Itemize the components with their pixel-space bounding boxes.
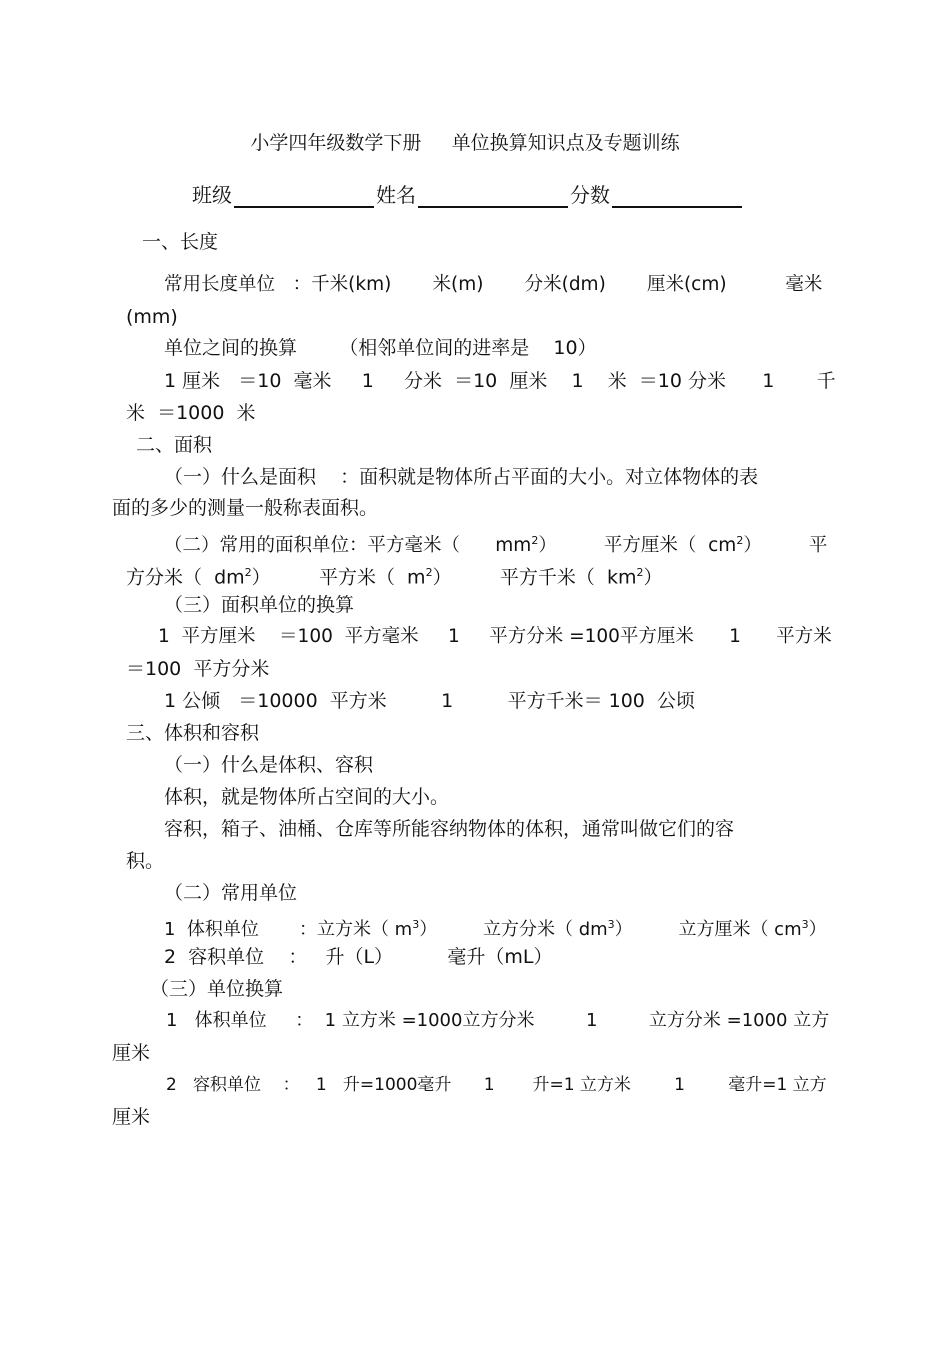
section-heading-area: 二、面积 <box>136 434 213 456</box>
score-blank[interactable] <box>612 184 742 208</box>
text-line: 厘米 <box>112 1042 151 1064</box>
text-line: 面的多少的测量一般称表面积。 <box>112 497 379 519</box>
text-line: （三）单位换算 <box>150 978 284 1000</box>
text-line: （三）面积单位的换算 <box>164 594 355 616</box>
text-line: 常用长度单位 ：千米(km) 米(m) 分米(dm) 厘米(cm) 毫米 <box>164 274 823 295</box>
text-line: （二）常用单位 <box>164 882 298 904</box>
text-line: 米 ＝1000 米 <box>126 402 256 424</box>
class-blank[interactable] <box>234 184 374 208</box>
page-title: 小学四年级数学下册 单位换算知识点及专题训练 <box>250 132 680 154</box>
student-info-row <box>192 179 744 208</box>
text-line: 体积，就是物体所占空间的大小。 <box>164 786 450 808</box>
score-label: 分数 <box>570 183 610 207</box>
text-line: 1 体积单位 ： 1 立方米 =1000立方分米 1 立方分米 =1000 立方 <box>166 1010 830 1031</box>
text-line: （一）什么是体积、容积 <box>164 754 374 776</box>
text-line: 1 体积单位 ：立方米（ $m^3$） 立方分米（ $dm^3$） 立方厘米（ $cm^3$） <box>164 918 827 940</box>
text-line: 厘米 <box>112 1106 151 1128</box>
text-line: 2 容积单位 ： 升（L） 毫升（mL） <box>164 946 553 968</box>
class-label: 班级 <box>192 183 232 207</box>
text-line: （二）常用的面积单位：平方毫米（ $mm^2$） 平方厘米（ $cm^2$） 平 <box>164 534 828 557</box>
text-line: 方分米（ $dm^2$） 平方米（ $m^2$） 平方千米（ $km^2$） <box>126 566 663 589</box>
text-line: 单位之间的换算 （相邻单位间的进率是 10） <box>164 337 597 359</box>
text-line: （一）什么是面积 ：面积就是物体所占平面的大小。对立体物体的表 <box>164 466 759 488</box>
text-line: 1 公倾 ＝10000 平方米 1 平方千米＝ 100 公顷 <box>164 690 695 712</box>
text-line: 2 容积单位 ： 1 升=1000毫升 1 升=1 立方米 1 毫升=1 立方 <box>166 1075 827 1095</box>
text-line: 1 厘米 ＝10 毫米 1 分米 ＝10 厘米 1 米 ＝10 分米 1 千 <box>164 370 836 392</box>
section-heading-volume: 三、体积和容积 <box>126 722 260 744</box>
section-heading-length: 一、长度 <box>142 231 219 253</box>
name-blank[interactable] <box>418 184 568 208</box>
text-line: 1 平方厘米 ＝100 平方毫米 1 平方分米 =100平方厘米 1 平方米 <box>158 626 832 647</box>
text-line: 容积，箱子、油桶、仓库等所能容纳物体的体积，通常叫做它们的容 <box>164 818 735 840</box>
text-line: (mm) <box>126 306 178 328</box>
text-line: 积。 <box>126 850 165 872</box>
text-line: ＝100 平方分米 <box>126 658 270 680</box>
name-label: 姓名 <box>376 183 416 207</box>
